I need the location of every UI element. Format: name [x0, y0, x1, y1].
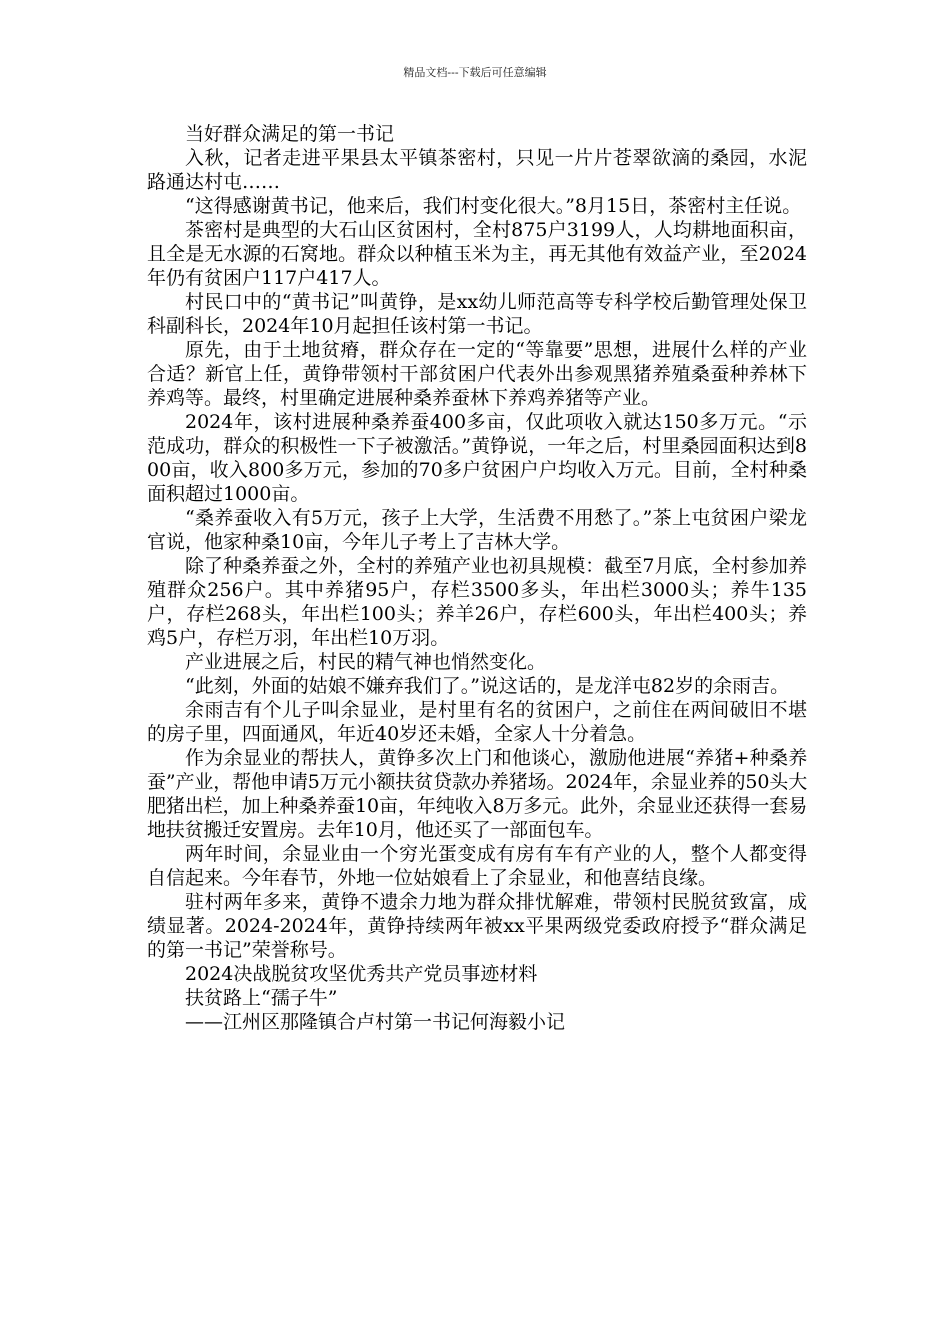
- paragraph: 茶密村是典型的大石山区贫困村，全村875户3199人，人均耕地面积亩，且全是无水源的石窝地。群众以种植玉米为主，再无其他有效益产业，至2024年仍有贫困户117户417人。: [147, 219, 807, 289]
- paragraph: 产业进展之后，村民的精气神也悄然变化。: [185, 651, 547, 673]
- paragraph: 除了种桑养蚕之外，全村的养殖产业也初具规模：截至7月底，全村参加养殖群众256户。其中养猪95户，存栏3500多头，年出栏3000头；养牛135户，存栏268头，年出栏100头；养羊26户，存栏600头，年出栏400头；养鸡5户，存栏万羽，年出栏10万羽。: [147, 555, 807, 649]
- paragraph: 驻村两年多来，黄铮不遗余力地为群众排忧解难，带领村民脱贫致富，成绩显著。2024-2024年，黄铮持续两年被xx平果两级党委政府授予“群众满足的第一书记”荣誉称号。: [147, 891, 807, 961]
- paragraph: 村民口中的“黄书记”叫黄铮，是xx幼儿师范高等专科学校后勤管理处保卫科副科长，2024年10月起担任该村第一书记。: [147, 291, 807, 337]
- paragraph: 原先，由于土地贫瘠，群众存在一定的“等靠要”思想，进展什么样的产业合适？新官上任，黄铮带领村干部贫困户代表外出参观黑猪养殖桑蚕种养林下养鸡等。最终，村里确定进展种桑养蚕林下养鸡养猪等产业。: [147, 339, 807, 409]
- paragraph: 余雨吉有个儿子叫余显业，是村里有名的贫困户，之前住在两间破旧不堪的房子里，四面通风，年近40岁还未婚，全家人十分着急。: [147, 699, 807, 745]
- paragraph: 2024年，该村进展种桑养蚕400多亩，仅此项收入就达150多万元。“示范成功，群众的积极性一下子被激活。”黄铮说，一年之后，村里桑园面积达到800亩，收入800多万元，参加的70多户贫困户户均收入万元。目前，全村种桑面积超过1000亩。: [147, 411, 807, 505]
- paragraph: 入秋，记者走进平果县太平镇茶密村，只见一片片苍翠欲滴的桑园，水泥路通达村屯……: [147, 147, 807, 193]
- article-title: 当好群众满足的第一书记: [185, 123, 395, 145]
- paragraph: 作为余显业的帮扶人，黄铮多次上门和他谈心，激励他进展“养猪+种桑养蚕”产业，帮他申请5万元小额扶贫贷款办养猪场。2024年，余显业养的50头大肥猪出栏，加上种桑养蚕10亩，年纯收入8万多元。此外，余显业还获得一套易地扶贫搬迁安置房。去年10月，他还买了一部面包车。: [147, 747, 807, 841]
- paragraph: 两年时间，余显业由一个穷光蛋变成有房有车有产业的人，整个人都变得自信起来。今年春节，外地一位姑娘看上了余显业，和他喜结良缘。: [147, 843, 807, 889]
- section-title: 扶贫路上“孺子牛”: [185, 987, 338, 1009]
- page-header: 精品文档---下载后可任意编辑: [403, 66, 547, 79]
- section-heading: 2024决战脱贫攻坚优秀共产党员事迹材料: [185, 963, 538, 985]
- paragraph: “这得感谢黄书记，他来后，我们村变化很大。”8月15日，茶密村主任说。: [185, 195, 802, 217]
- section-subtitle: ——江州区那隆镇合卢村第一书记何海毅小记: [185, 1011, 566, 1033]
- paragraph: “桑养蚕收入有5万元，孩子上大学，生活费不用愁了。”茶上屯贫困户梁龙官说，他家种桑10亩，今年儿子考上了吉林大学。: [147, 507, 807, 553]
- article-body: [147, 122, 807, 1034]
- paragraph: “此刻，外面的姑娘不嫌弃我们了。”说这话的，是龙洋屯82岁的余雨吉。: [185, 675, 790, 697]
